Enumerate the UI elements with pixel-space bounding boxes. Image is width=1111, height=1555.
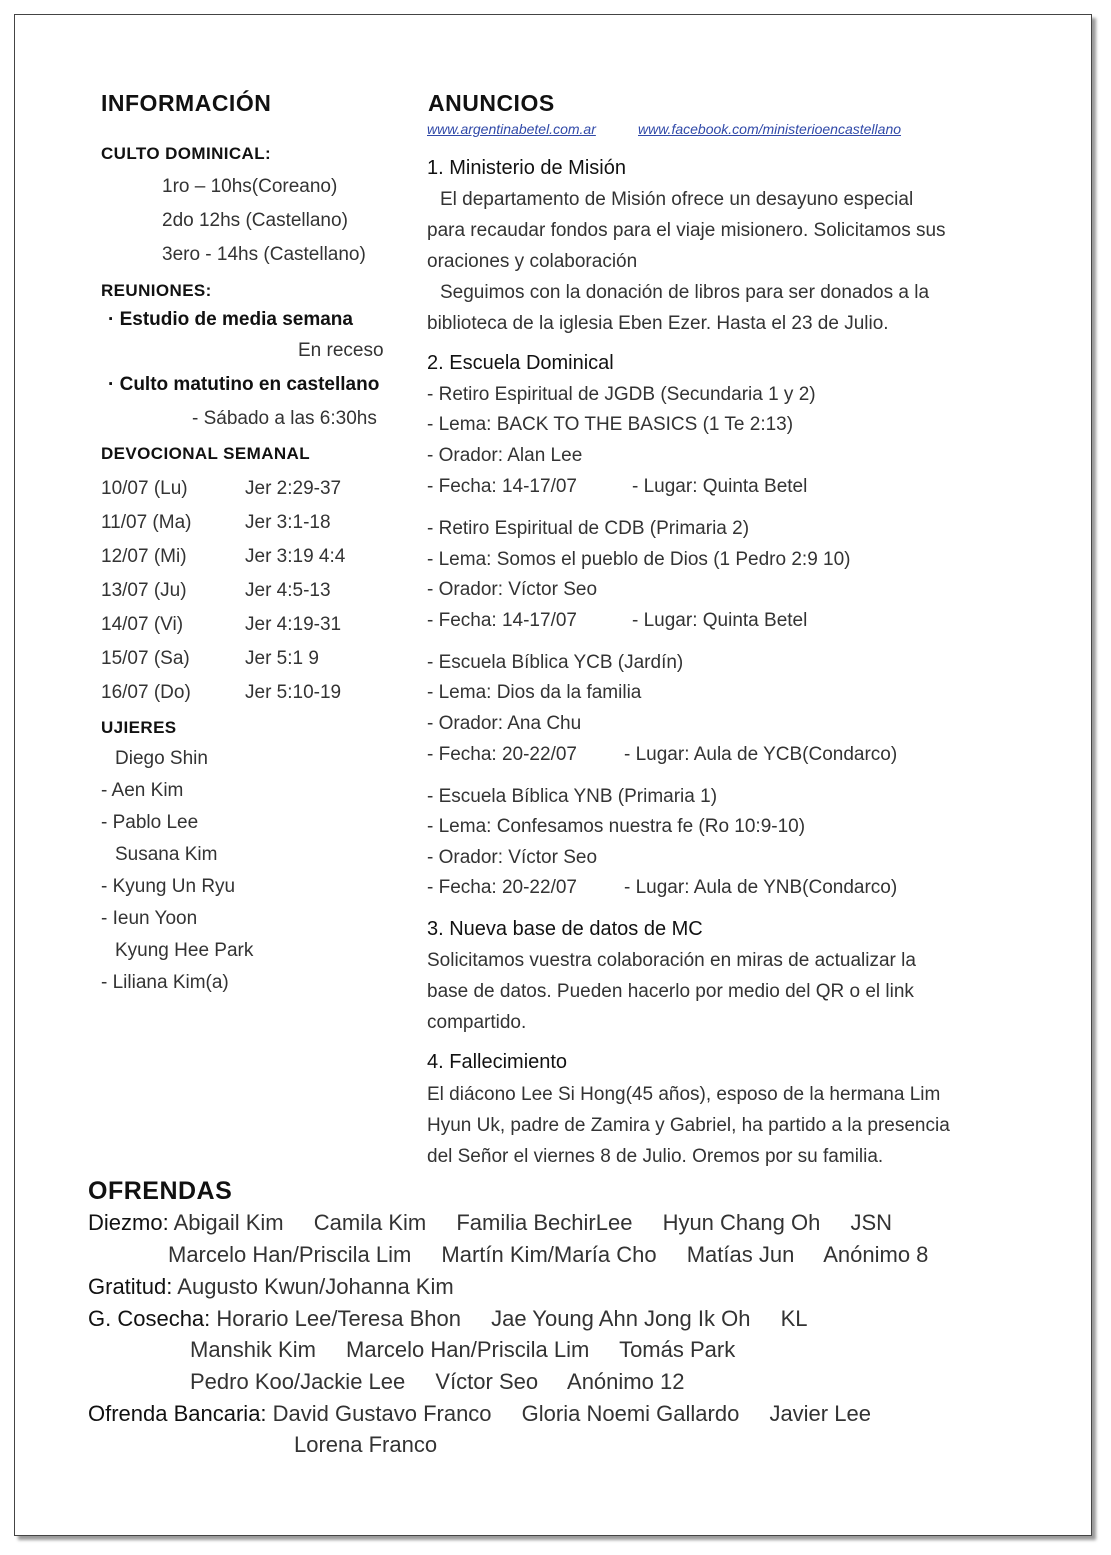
- ujier-name: Susana Kim: [115, 844, 218, 865]
- anuncios-title: ANUNCIOS: [428, 90, 555, 116]
- culto-heading: CULTO DOMINICAL:: [101, 144, 272, 163]
- donor-name: Matías Jun: [686, 1242, 795, 1267]
- donor-name: Jae Young Ahn Jong Ik Oh: [491, 1306, 751, 1331]
- ujieres-heading: UJIERES: [101, 718, 177, 737]
- devocional-date: 15/07 (Sa): [101, 648, 190, 669]
- retiro-fecha: - Fecha: 14-17/07: [427, 476, 577, 497]
- devocional-ref: Jer 4:19-31: [245, 614, 342, 635]
- donor-name: Augusto Kwun/Johanna Kim: [177, 1274, 454, 1299]
- donor-name: Familia BechirLee: [456, 1210, 633, 1235]
- bancaria-label: Ofrenda Bancaria:: [88, 1401, 267, 1426]
- diezmo-label: Diezmo:: [88, 1210, 169, 1235]
- ofrendas-title: OFRENDAS: [88, 1177, 233, 1205]
- bancaria-line: [294, 1432, 437, 1458]
- mision-text: biblioteca de la iglesia Eben Ezer. Hasta el 23 de Julio.: [427, 313, 889, 334]
- mision-text: para recaudar fondos para el viaje misionero. Solicitamos sus: [427, 220, 946, 241]
- culto-line: 3ero - 14hs (Castellano): [162, 244, 366, 265]
- culto-line: 1ro – 10hs(Coreano): [162, 176, 338, 197]
- devocional-heading: DEVOCIONAL SEMANAL: [101, 444, 311, 463]
- donor-name: Javier Lee: [769, 1401, 871, 1426]
- section-heading-mision: 1. Ministerio de Misión: [427, 157, 626, 179]
- fallecimiento-text: del Señor el viernes 8 de Julio. Oremos por su familia.: [427, 1146, 884, 1167]
- retiro-lema: - Lema: Somos el pueblo de Dios (1 Pedro 2:9 10): [427, 549, 851, 570]
- devocional-ref: Jer 5:1 9: [245, 648, 319, 669]
- cosecha-line: [88, 1306, 808, 1332]
- reunion-item: · Culto matutino en castellano: [108, 374, 380, 395]
- bancaria-line: [88, 1401, 871, 1427]
- gratitud-line: [88, 1274, 454, 1300]
- escuela-fecha: - Fecha: 20-22/07: [427, 877, 577, 898]
- donor-name: Gloria Noemi Gallardo: [521, 1401, 740, 1426]
- ujier-name: - Liliana Kim(a): [101, 972, 229, 993]
- cosecha-label: G. Cosecha:: [88, 1306, 211, 1331]
- escuela-title: - Escuela Bíblica YNB (Primaria 1): [427, 786, 718, 807]
- gratitud-label: Gratitud:: [88, 1274, 173, 1299]
- section-heading-base-datos: 3. Nueva base de datos de MC: [427, 918, 703, 940]
- donor-name: Tomás Park: [619, 1337, 736, 1362]
- section-heading-escuela: 2. Escuela Dominical: [427, 352, 614, 374]
- escuela-title: - Escuela Bíblica YCB (Jardín): [427, 652, 684, 673]
- ujier-name: - Kyung Un Ryu: [101, 876, 236, 897]
- escuela-lema: - Lema: Confesamos nuestra fe (Ro 10:9-10): [427, 816, 806, 837]
- devocional-date: 13/07 (Ju): [101, 580, 187, 601]
- escuela-fecha: - Fecha: 20-22/07: [427, 744, 577, 765]
- donor-name: Anónimo 8: [823, 1242, 929, 1267]
- retiro-lugar: - Lugar: Quinta Betel: [632, 476, 808, 497]
- retiro-fecha: - Fecha: 14-17/07: [427, 610, 577, 631]
- mision-text: Seguimos con la donación de libros para ser donados a la: [440, 282, 930, 303]
- ujier-name: - Ieun Yoon: [101, 908, 198, 929]
- escuela-orador: - Orador: Ana Chu: [427, 713, 582, 734]
- diezmo-line: [168, 1242, 928, 1268]
- ujier-name: - Aen Kim: [101, 780, 184, 801]
- reunion-item: · Estudio de media semana: [108, 309, 353, 330]
- devocional-ref: Jer 3:19 4:4: [245, 546, 346, 567]
- mision-text: oraciones y colaboración: [427, 251, 638, 272]
- devocional-ref: Jer 3:1-18: [245, 512, 331, 533]
- donor-name: Hyun Chang Oh: [662, 1210, 821, 1235]
- section-heading-fallecimiento: 4. Fallecimiento: [427, 1051, 568, 1073]
- culto-line: 2do 12hs (Castellano): [162, 210, 348, 231]
- reunion-detail: En receso: [298, 340, 384, 361]
- devocional-ref: Jer 2:29-37: [245, 478, 342, 499]
- donor-name: Pedro Koo/Jackie Lee: [190, 1369, 406, 1394]
- cosecha-line: [190, 1337, 735, 1363]
- donor-name: JSN: [850, 1210, 893, 1235]
- info-title: INFORMACIÓN: [101, 90, 272, 116]
- ujier-name: - Pablo Lee: [101, 812, 199, 833]
- retiro-title: - Retiro Espiritual de CDB (Primaria 2): [427, 518, 750, 539]
- base-datos-text: base de datos. Pueden hacerlo por medio del QR o el link: [427, 981, 914, 1002]
- devocional-date: 14/07 (Vi): [101, 614, 184, 635]
- base-datos-text: compartido.: [427, 1012, 527, 1033]
- reunion-detail: - Sábado a las 6:30hs: [192, 408, 377, 429]
- base-datos-text: Solicitamos vuestra colaboración en miras de actualizar la: [427, 950, 916, 971]
- donor-name: Lorena Franco: [294, 1432, 438, 1457]
- website-link[interactable]: www.argentinabetel.com.ar: [427, 121, 596, 137]
- facebook-link[interactable]: www.facebook.com/ministerioencastellano: [638, 121, 902, 137]
- escuela-lugar: - Lugar: Aula de YCB(Condarco): [624, 744, 898, 765]
- diezmo-line: [88, 1210, 892, 1236]
- ujier-name: Diego Shin: [115, 748, 208, 769]
- devocional-date: 10/07 (Lu): [101, 478, 188, 499]
- donor-name: Víctor Seo: [435, 1369, 539, 1394]
- ujier-name: Kyung Hee Park: [115, 940, 254, 961]
- retiro-orador: - Orador: Víctor Seo: [427, 579, 598, 600]
- donor-name: Marcelo Han/Priscila Lim: [346, 1337, 590, 1362]
- donor-name: Abigail Kim: [173, 1210, 284, 1235]
- escuela-orador: - Orador: Víctor Seo: [427, 847, 598, 868]
- devocional-ref: Jer 4:5-13: [245, 580, 331, 601]
- donor-name: Camila Kim: [313, 1210, 427, 1235]
- fallecimiento-text: Hyun Uk, padre de Zamira y Gabriel, ha partido a la presencia: [427, 1115, 950, 1136]
- cosecha-line: [190, 1369, 684, 1395]
- escuela-lugar: - Lugar: Aula de YNB(Condarco): [624, 877, 898, 898]
- donor-name: Manshik Kim: [190, 1337, 316, 1362]
- escuela-lema: - Lema: Dios da la familia: [427, 682, 642, 703]
- donor-name: Martín Kim/María Cho: [441, 1242, 657, 1267]
- mision-text: El departamento de Misión ofrece un desayuno especial: [440, 189, 914, 210]
- donor-name: KL: [780, 1306, 808, 1331]
- retiro-orador: - Orador: Alan Lee: [427, 445, 583, 466]
- devocional-date: 16/07 (Do): [101, 682, 191, 703]
- retiro-lugar: - Lugar: Quinta Betel: [632, 610, 808, 631]
- retiro-lema: - Lema: BACK TO THE BASICS (1 Te 2:13): [427, 414, 794, 435]
- donor-name: Anónimo 12: [567, 1369, 685, 1394]
- donor-name: David Gustavo Franco: [272, 1401, 492, 1426]
- donor-name: Marcelo Han/Priscila Lim: [168, 1242, 412, 1267]
- fallecimiento-text: El diácono Lee Si Hong(45 años), esposo de la hermana Lim: [427, 1084, 941, 1105]
- reuniones-heading: REUNIONES:: [101, 281, 212, 300]
- devocional-date: 11/07 (Ma): [101, 512, 192, 533]
- retiro-title: - Retiro Espiritual de JGDB (Secundaria 1 y 2): [427, 384, 816, 405]
- donor-name: Horario Lee/Teresa Bhon: [216, 1306, 461, 1331]
- devocional-date: 12/07 (Mi): [101, 546, 187, 567]
- devocional-ref: Jer 5:10-19: [245, 682, 342, 703]
